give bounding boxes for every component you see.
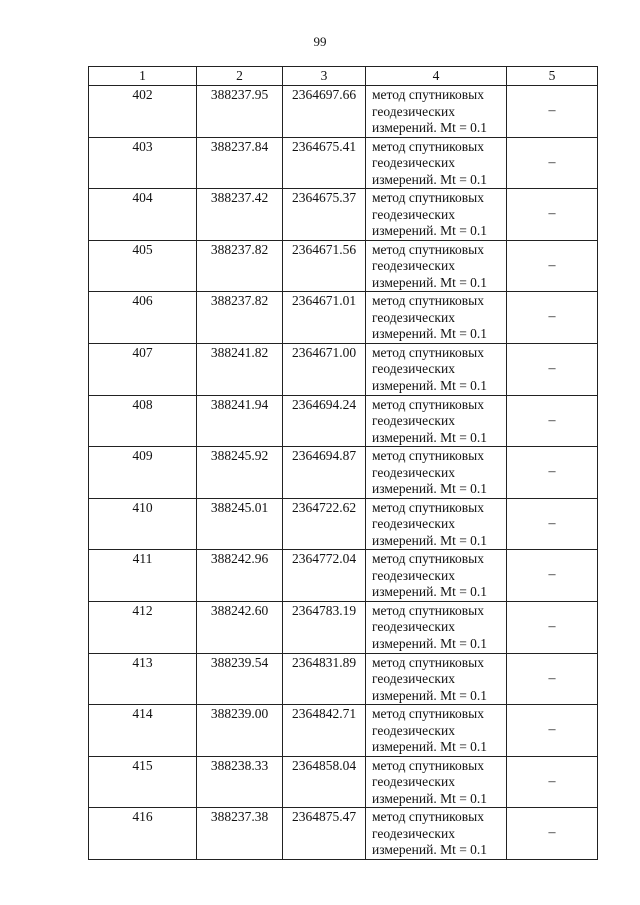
- method-line: геодезических: [372, 413, 455, 429]
- table-row: [89, 550, 598, 602]
- table-row: [89, 498, 598, 550]
- table-header-row: [89, 67, 598, 86]
- x-coordinate-cell: 388238.33: [197, 756, 283, 808]
- x-coordinate-cell: 388237.42: [197, 189, 283, 241]
- note-cell: –: [507, 292, 598, 344]
- method-line: геодезических: [372, 309, 455, 325]
- method-line: измерений. Mt = 0.1: [372, 377, 488, 393]
- method-cell: [366, 447, 507, 499]
- x-coordinate-cell: 388237.82: [197, 292, 283, 344]
- method-line: измерений. Mt = 0.1: [372, 739, 488, 755]
- method-line: измерений. Mt = 0.1: [372, 584, 488, 600]
- method-line: геодезических: [372, 103, 455, 119]
- y-coordinate-cell: 2364842.71: [283, 705, 366, 757]
- method-line: метод спутниковых: [372, 396, 484, 412]
- note-cell: –: [507, 808, 598, 860]
- table-row: [89, 240, 598, 292]
- method-line: геодезических: [372, 258, 455, 274]
- x-coordinate-cell: 388241.82: [197, 343, 283, 395]
- note-cell: –: [507, 240, 598, 292]
- method-cell: [366, 653, 507, 705]
- header-col-2: 2: [197, 67, 283, 86]
- y-coordinate-cell: 2364671.01: [283, 292, 366, 344]
- x-coordinate-cell: 388237.84: [197, 137, 283, 189]
- point-number-cell: 409: [89, 447, 197, 499]
- y-coordinate-cell: 2364675.37: [283, 189, 366, 241]
- y-coordinate-cell: 2364772.04: [283, 550, 366, 602]
- y-coordinate-cell: 2364671.56: [283, 240, 366, 292]
- method-cell: [366, 292, 507, 344]
- method-line: измерений. Mt = 0.1: [372, 223, 488, 239]
- y-coordinate-cell: 2364694.24: [283, 395, 366, 447]
- method-cell: [366, 86, 507, 138]
- y-coordinate-cell: 2364875.47: [283, 808, 366, 860]
- method-line: геодезических: [372, 567, 455, 583]
- table-row: [89, 292, 598, 344]
- point-number-cell: 415: [89, 756, 197, 808]
- point-number-cell: 416: [89, 808, 197, 860]
- method-line: геодезических: [372, 619, 455, 635]
- note-cell: –: [507, 705, 598, 757]
- table-row: [89, 86, 598, 138]
- method-line: метод спутниковых: [372, 241, 484, 257]
- method-line: геодезических: [372, 464, 455, 480]
- method-line: геодезических: [372, 825, 455, 841]
- method-line: геодезических: [372, 155, 455, 171]
- x-coordinate-cell: 388245.01: [197, 498, 283, 550]
- table-row: [89, 395, 598, 447]
- header-col-4: 4: [366, 67, 507, 86]
- method-line: метод спутниковых: [372, 87, 484, 102]
- method-cell: [366, 808, 507, 860]
- table-row: [89, 189, 598, 241]
- method-cell: [366, 343, 507, 395]
- point-number-cell: 414: [89, 705, 197, 757]
- y-coordinate-cell: 2364858.04: [283, 756, 366, 808]
- note-cell: –: [507, 86, 598, 138]
- table-row: [89, 601, 598, 653]
- note-cell: –: [507, 343, 598, 395]
- point-number-cell: 404: [89, 189, 197, 241]
- method-line: метод спутниковых: [372, 499, 484, 515]
- y-coordinate-cell: 2364671.00: [283, 343, 366, 395]
- header-col-3: 3: [283, 67, 366, 86]
- point-number-cell: 407: [89, 343, 197, 395]
- method-line: метод спутниковых: [372, 190, 484, 206]
- note-cell: –: [507, 447, 598, 499]
- note-cell: –: [507, 137, 598, 189]
- method-line: измерений. Mt = 0.1: [372, 635, 488, 651]
- method-cell: [366, 601, 507, 653]
- point-number-cell: 406: [89, 292, 197, 344]
- point-number-cell: 413: [89, 653, 197, 705]
- method-line: метод спутниковых: [372, 654, 484, 670]
- method-line: метод спутниковых: [372, 293, 484, 309]
- y-coordinate-cell: 2364694.87: [283, 447, 366, 499]
- page-number: 99: [313, 34, 327, 49]
- table-row: [89, 756, 598, 808]
- x-coordinate-cell: 388239.54: [197, 653, 283, 705]
- method-line: метод спутниковых: [372, 706, 484, 722]
- method-line: метод спутниковых: [372, 448, 484, 464]
- point-number-cell: 411: [89, 550, 197, 602]
- method-line: измерений. Mt = 0.1: [372, 790, 488, 806]
- y-coordinate-cell: 2364675.41: [283, 137, 366, 189]
- note-cell: –: [507, 756, 598, 808]
- coordinates-table: [88, 66, 598, 860]
- method-line: геодезических: [372, 671, 455, 687]
- header-col-1: 1: [89, 67, 197, 86]
- method-line: измерений. Mt = 0.1: [372, 326, 488, 342]
- method-line: измерений. Mt = 0.1: [372, 687, 488, 703]
- method-line: метод спутниковых: [372, 809, 484, 825]
- point-number-cell: 405: [89, 240, 197, 292]
- table-row: [89, 447, 598, 499]
- note-cell: –: [507, 395, 598, 447]
- x-coordinate-cell: 388237.38: [197, 808, 283, 860]
- method-cell: [366, 395, 507, 447]
- x-coordinate-cell: 388239.00: [197, 705, 283, 757]
- method-line: метод спутниковых: [372, 551, 484, 567]
- y-coordinate-cell: 2364697.66: [283, 86, 366, 138]
- method-line: метод спутниковых: [372, 138, 484, 154]
- x-coordinate-cell: 388242.96: [197, 550, 283, 602]
- method-cell: [366, 550, 507, 602]
- method-line: метод спутниковых: [372, 344, 484, 360]
- method-cell: [366, 189, 507, 241]
- method-line: геодезических: [372, 516, 455, 532]
- method-line: геодезических: [372, 361, 455, 377]
- method-cell: [366, 137, 507, 189]
- method-cell: [366, 240, 507, 292]
- method-line: измерений. Mt = 0.1: [372, 481, 488, 497]
- y-coordinate-cell: 2364783.19: [283, 601, 366, 653]
- x-coordinate-cell: 388242.60: [197, 601, 283, 653]
- method-cell: [366, 756, 507, 808]
- method-line: измерений. Mt = 0.1: [372, 842, 488, 858]
- method-line: измерений. Mt = 0.1: [372, 120, 488, 135]
- method-cell: [366, 705, 507, 757]
- x-coordinate-cell: 388241.94: [197, 395, 283, 447]
- note-cell: –: [507, 189, 598, 241]
- table-row: [89, 808, 598, 860]
- point-number-cell: 408: [89, 395, 197, 447]
- x-coordinate-cell: 388237.82: [197, 240, 283, 292]
- method-line: геодезических: [372, 206, 455, 222]
- point-number-cell: 403: [89, 137, 197, 189]
- table-row: [89, 137, 598, 189]
- table-row: [89, 653, 598, 705]
- y-coordinate-cell: 2364722.62: [283, 498, 366, 550]
- note-cell: –: [507, 653, 598, 705]
- note-cell: –: [507, 601, 598, 653]
- method-cell: [366, 498, 507, 550]
- table-body: [89, 86, 598, 860]
- method-line: метод спутниковых: [372, 757, 484, 773]
- table-row: [89, 705, 598, 757]
- method-line: измерений. Mt = 0.1: [372, 429, 488, 445]
- note-cell: –: [507, 498, 598, 550]
- point-number-cell: 402: [89, 86, 197, 138]
- y-coordinate-cell: 2364831.89: [283, 653, 366, 705]
- method-line: измерений. Mt = 0.1: [372, 274, 488, 290]
- method-line: измерений. Mt = 0.1: [372, 532, 488, 548]
- point-number-cell: 410: [89, 498, 197, 550]
- x-coordinate-cell: 388237.95: [197, 86, 283, 138]
- x-coordinate-cell: 388245.92: [197, 447, 283, 499]
- note-cell: –: [507, 550, 598, 602]
- header-col-5: 5: [507, 67, 598, 86]
- method-line: геодезических: [372, 774, 455, 790]
- table-row: [89, 343, 598, 395]
- method-line: геодезических: [372, 722, 455, 738]
- point-number-cell: 412: [89, 601, 197, 653]
- method-line: метод спутниковых: [372, 602, 484, 618]
- method-line: измерений. Mt = 0.1: [372, 171, 488, 187]
